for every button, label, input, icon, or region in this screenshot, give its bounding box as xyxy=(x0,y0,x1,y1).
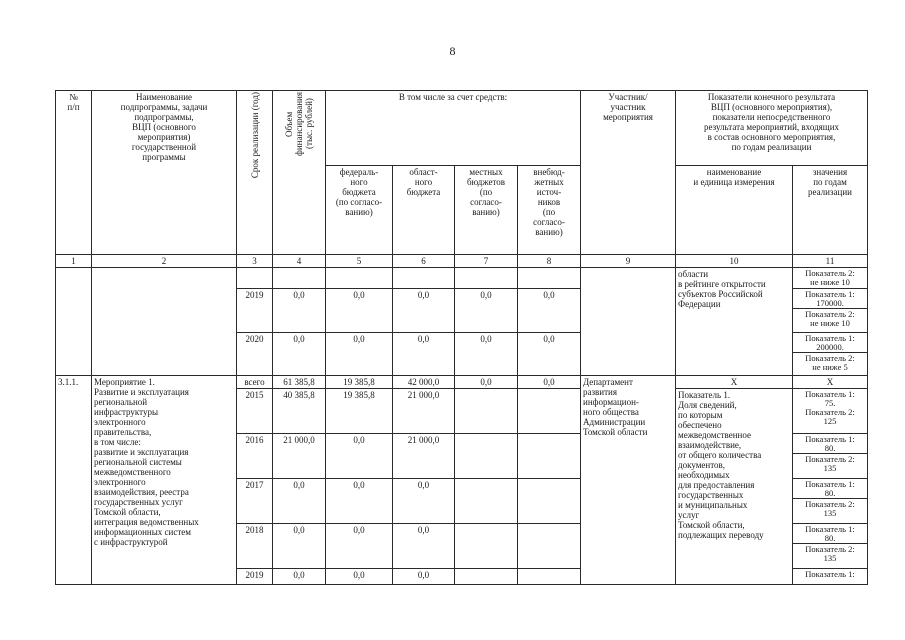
federal-cell: 0,0 xyxy=(326,479,393,524)
regional-cell: 42 000,0 xyxy=(393,376,455,389)
year-cell: 2020 xyxy=(237,333,273,376)
cont-indicator-text: области в рейтинге открытости субъектов Российской Федерации xyxy=(676,268,793,376)
total-cell: 0,0 xyxy=(273,333,326,376)
cell xyxy=(273,268,326,289)
total-cell: 0,0 xyxy=(273,569,326,585)
local-cell: 0,0 xyxy=(455,376,518,389)
header-number: № п/п xyxy=(56,91,92,255)
values-cell: Показатель 1: 80. Показатель 2: 135 xyxy=(793,524,868,569)
colnum: 8 xyxy=(518,255,581,268)
total-cell: 0,0 xyxy=(273,289,326,333)
federal-cell: 0,0 xyxy=(326,289,393,333)
extrabudget-cell: 0,0 xyxy=(518,289,581,333)
extrabudget-cell xyxy=(518,569,581,585)
year-cell: 2019 xyxy=(237,289,273,333)
year-cell: всего xyxy=(237,376,273,389)
header-indicator-values: значения по годам реализации xyxy=(793,166,868,255)
event-row-total xyxy=(56,376,868,389)
cont-values-prev: Показатель 2: не ниже 10 xyxy=(793,268,868,289)
regional-cell: 0,0 xyxy=(393,289,455,333)
colnum: 7 xyxy=(455,255,518,268)
local-cell xyxy=(455,434,518,479)
column-numbers-row xyxy=(56,255,868,268)
program-table xyxy=(55,90,868,585)
extrabudget-cell xyxy=(518,479,581,524)
local-cell xyxy=(455,569,518,585)
header-extrabudget: внебюд- жетных источ- ников (по согласо- ванию) xyxy=(518,166,581,255)
total-cell: 61 385,8 xyxy=(273,376,326,389)
event-participant: Департамент развития информацион- ного общества Администрации Томской области xyxy=(581,376,676,585)
extrabudget-cell xyxy=(518,524,581,569)
colnum: 4 xyxy=(273,255,326,268)
colnum: 5 xyxy=(326,255,393,268)
cont-row-top xyxy=(56,268,868,289)
regional-cell: 0,0 xyxy=(393,524,455,569)
cell xyxy=(326,268,393,289)
year-cell: 2017 xyxy=(237,479,273,524)
values-head-x: X xyxy=(793,376,868,389)
total-cell: 0,0 xyxy=(273,479,326,524)
federal-cell: 0,0 xyxy=(326,434,393,479)
colnum: 11 xyxy=(793,255,868,268)
cell xyxy=(237,268,273,289)
values-cell: Показатель 1: 200000. Показатель 2: не ниже 5 xyxy=(793,333,868,376)
extrabudget-cell: 0,0 xyxy=(518,376,581,389)
cont-participant xyxy=(581,268,676,376)
colnum: 9 xyxy=(581,255,676,268)
total-cell: 0,0 xyxy=(273,524,326,569)
year-cell: 2015 xyxy=(237,389,273,434)
header-name: Наименование подпрограммы, задачи подпрограммы, ВЦП (основного мероприятия) государственной программы xyxy=(92,91,237,255)
indicator-head-x: X xyxy=(676,376,793,389)
header-regional: област- ного бюджета xyxy=(393,166,455,255)
header-federal: федераль- ного бюджета (по согласо- ванию) xyxy=(326,166,393,255)
regional-cell: 0,0 xyxy=(393,569,455,585)
federal-cell: 0,0 xyxy=(326,333,393,376)
cell xyxy=(518,268,581,289)
header-participant: Участник/ участник мероприятия xyxy=(581,91,676,255)
event-name: Мероприятие 1. Развитие и эксплуатация региональной инфраструктуры электронного правительства, в том числе: развитие и эксплуатация региональной системы межведомственного электронного взаимодействия, реестра государственных услуг Томской области, интеграция ведомственных информационных систем с инфраструктурой xyxy=(92,376,237,585)
local-cell xyxy=(455,524,518,569)
cell xyxy=(455,268,518,289)
local-cell: 0,0 xyxy=(455,333,518,376)
header-results-group: Показатели конечного результата ВЦП (основного мероприятия), показатели непосредственного результата мероприятий, входящих в состав основного мероприятия, по годам реализации xyxy=(676,91,868,166)
local-cell xyxy=(455,389,518,434)
year-cell: 2016 xyxy=(237,434,273,479)
year-cell: 2018 xyxy=(237,524,273,569)
federal-cell: 19 385,8 xyxy=(326,376,393,389)
local-cell: 0,0 xyxy=(455,289,518,333)
total-cell: 21 000,0 xyxy=(273,434,326,479)
event-number: 3.1.1. xyxy=(56,376,92,585)
values-cell: Показатель 1: 75. Показатель 2: 125 xyxy=(793,389,868,434)
regional-cell: 0,0 xyxy=(393,333,455,376)
federal-cell: 0,0 xyxy=(326,569,393,585)
values-cell: Показатель 1: 80. Показатель 2: 135 xyxy=(793,434,868,479)
extrabudget-cell: 0,0 xyxy=(518,333,581,376)
colnum: 3 xyxy=(237,255,273,268)
header-indicator-name: наименование и единица измерения xyxy=(676,166,793,255)
cont-name xyxy=(92,268,237,376)
extrabudget-cell xyxy=(518,434,581,479)
colnum: 10 xyxy=(676,255,793,268)
total-cell: 40 385,8 xyxy=(273,389,326,434)
header-row-1 xyxy=(56,91,868,166)
year-cell: 2019 xyxy=(237,569,273,585)
header-period: Срок реализации (год) xyxy=(237,91,273,255)
page-number: 8 xyxy=(449,44,456,58)
colnum: 2 xyxy=(92,255,237,268)
local-cell xyxy=(455,479,518,524)
colnum: 1 xyxy=(56,255,92,268)
cell xyxy=(393,268,455,289)
regional-cell: 21 000,0 xyxy=(393,389,455,434)
values-cell: Показатель 1: 80. Показатель 2: 135 xyxy=(793,479,868,524)
extrabudget-cell xyxy=(518,389,581,434)
event-indicator-text: Показатель 1. Доля сведений, по которым обеспечено межведомственное взаимодействие, от общего количества документов, необходимых для предоставления государственных и муниципальных услуг Томской области, подлежащих переводу xyxy=(676,389,793,585)
colnum: 6 xyxy=(393,255,455,268)
header-funds-group: В том числе за счет средств: xyxy=(326,91,581,166)
cont-number xyxy=(56,268,92,376)
header-volume: Объем финансирования (тыс. рублей) xyxy=(273,91,326,255)
regional-cell: 0,0 xyxy=(393,479,455,524)
header-local: местных бюджетов (по согласо- ванию) xyxy=(455,166,518,255)
federal-cell: 19 385,8 xyxy=(326,389,393,434)
regional-cell: 21 000,0 xyxy=(393,434,455,479)
values-cell: Показатель 1: xyxy=(793,569,868,585)
values-cell: Показатель 1: 170000. Показатель 2: не ниже 10 xyxy=(793,289,868,333)
federal-cell: 0,0 xyxy=(326,524,393,569)
